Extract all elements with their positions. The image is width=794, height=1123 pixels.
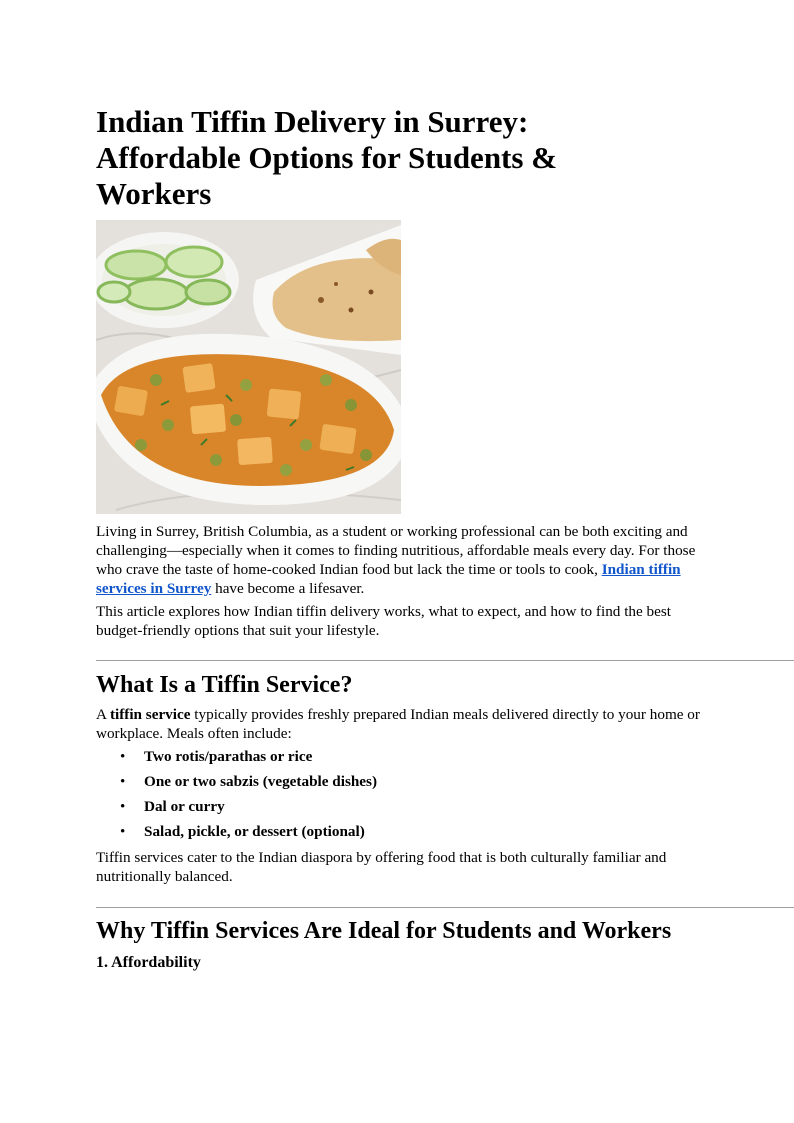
section-heading-why-tiffin: Why Tiffin Services Are Ideal for Students and Workers xyxy=(96,918,672,944)
meal-items-list xyxy=(96,746,377,846)
tiffin-services-link[interactable]: Indian tiffin services in Surrey xyxy=(96,561,681,597)
tiffin-service-description xyxy=(96,705,706,743)
article-title: Indian Tiffin Delivery in Surrey: Affordable Options for Students & Workers xyxy=(96,104,558,211)
intro-paragraph-2: This article explores how Indian tiffin delivery works, what to expect, and how to find the best budget-friendly options that suit your lifestyle. xyxy=(96,603,672,639)
section-heading-tiffin-service: What Is a Tiffin Service? xyxy=(96,672,353,698)
list-item: • Dal or curry xyxy=(96,796,377,821)
list-item: • One or two sabzis (vegetable dishes) xyxy=(96,771,377,796)
section-divider xyxy=(96,660,794,661)
lead-text: A xyxy=(96,706,110,723)
list-item: • Two rotis/parathas or rice xyxy=(96,746,377,771)
subheading-affordability: 1. Affordability xyxy=(96,954,201,971)
intro-text-end: have become a lifesaver. xyxy=(211,580,365,597)
intro-text: Living in Surrey, British Columbia, as a student or working professional can be both exciting and challenging—especially when it comes to finding nutritious, affordable meals every day. For those who crave the taste of home-cooked Indian food but lack the time or tools to cook, xyxy=(96,523,696,578)
tiffin-closing-paragraph: Tiffin services cater to the Indian diaspora by offering food that is both culturally familiar and nutritionally balanced. xyxy=(96,849,667,885)
lead-text-end: typically provides freshly prepared Indian meals delivered directly to your home or workplace. Meals often include: xyxy=(96,706,700,742)
list-item: • Salad, pickle, or dessert (optional) xyxy=(96,821,377,846)
hero-food-image xyxy=(96,220,401,514)
section-divider xyxy=(96,907,794,908)
tiffin-service-term: tiffin service xyxy=(109,706,191,723)
intro-paragraph xyxy=(96,522,706,598)
curry-illustration xyxy=(96,220,401,514)
